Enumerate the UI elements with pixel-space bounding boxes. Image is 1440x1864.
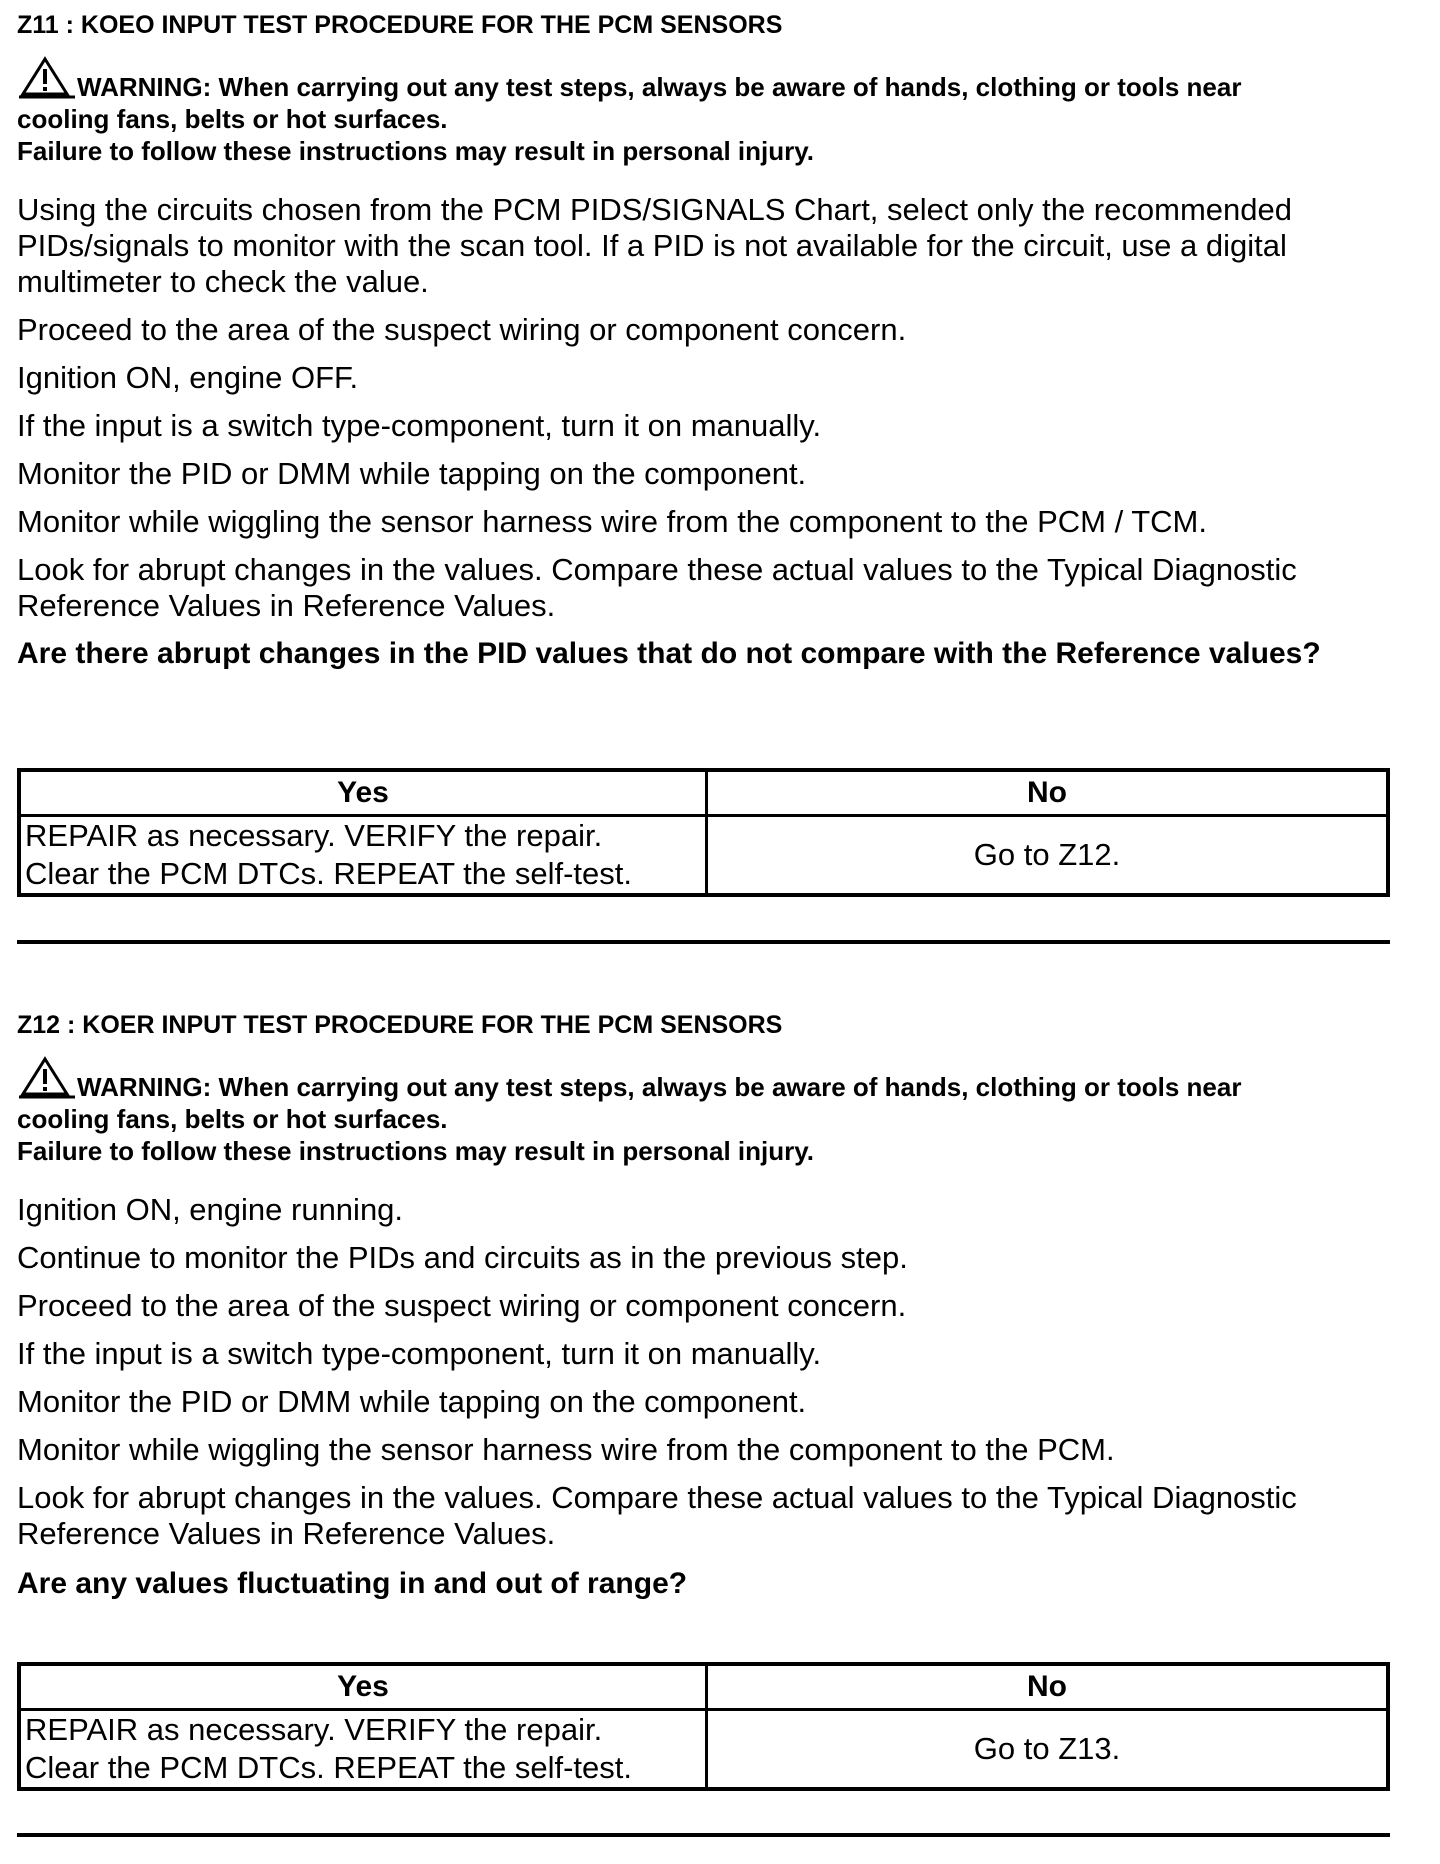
decision-question: Are there abrupt changes in the PID values that do not compare with the Reference values? [17,637,1321,670]
yes-action-line2: Clear the PCM DTCs. REPEAT the self-test. [25,1750,632,1785]
section-divider [17,940,1390,944]
warning-text-line2: cooling fans, belts or hot surfaces. [17,1104,448,1134]
warning-injury-note: Failure to follow these instructions may result in personal injury. [17,1136,814,1166]
yes-action-cell [19,1710,707,1790]
table-row [19,1710,1388,1790]
decision-table [17,768,1390,897]
step-title: Z11 : KOEO INPUT TEST PROCEDURE FOR THE PCM SENSORS [17,11,783,39]
warning-block [17,56,1427,167]
warning-text-line1: When carrying out any test steps, always be aware of hands, clothing or tools near [211,72,1242,102]
warning-text-line2: cooling fans, belts or hot surfaces. [17,104,448,134]
paragraph: Ignition ON, engine running. [17,1192,404,1227]
warning-injury-note: Failure to follow these instructions may result in personal injury. [17,136,814,166]
paragraph: Proceed to the area of the suspect wiring or component concern. [17,1288,907,1323]
yes-header: Yes [19,770,707,816]
paragraph: If the input is a switch type-component, turn it on manually. [17,1336,822,1371]
no-header: No [707,770,1389,816]
paragraph: Monitor the PID or DMM while tapping on the component. [17,1384,807,1419]
no-header: No [707,1664,1389,1710]
paragraph: Continue to monitor the PIDs and circuits as in the previous step. [17,1240,908,1275]
paragraph: Ignition ON, engine OFF. [17,360,359,395]
yes-action-cell [19,816,707,896]
yes-action-line2: Clear the PCM DTCs. REPEAT the self-test. [25,856,632,891]
step-title: Z12 : KOER INPUT TEST PROCEDURE FOR THE PCM SENSORS [17,1011,783,1039]
no-action-cell: Go to Z13. [707,1710,1389,1790]
table-header-row [19,1664,1388,1710]
yes-action-line1: REPAIR as necessary. VERIFY the repair. [25,818,603,853]
paragraph: Monitor while wiggling the sensor harness wire from the component to the PCM / TCM. [17,504,1207,539]
paragraph: Monitor while wiggling the sensor harness wire from the component to the PCM. [17,1432,1115,1467]
decision-question: Are any values fluctuating in and out of range? [17,1567,688,1600]
table-header-row [19,770,1388,816]
section-divider [17,1833,1390,1837]
no-action-cell: Go to Z12. [707,816,1389,896]
table-row [19,816,1388,896]
warning-block [17,1056,1427,1167]
warning-triangle-icon [17,1056,77,1100]
paragraph: Monitor the PID or DMM while tapping on the component. [17,456,807,491]
paragraph: If the input is a switch type-component, turn it on manually. [17,408,822,443]
yes-header: Yes [19,1664,707,1710]
warning-text-line1: When carrying out any test steps, always be aware of hands, clothing or tools near [211,1072,1242,1102]
paragraph: Look for abrupt changes in the values. Compare these actual values to the Typical Diagnostic Reference Values in Reference Values. [17,1480,1297,1551]
paragraph: Using the circuits chosen from the PCM PIDS/SIGNALS Chart, select only the recommended PIDs/signals to monitor with the scan tool. If a PID is not available for the circuit, use a digital multimeter to check the value. [17,192,1292,299]
warning-label: WARNING: [77,72,212,102]
warning-label: WARNING: [77,1072,212,1102]
paragraph: Look for abrupt changes in the values. Compare these actual values to the Typical Diagnostic Reference Values in Reference Values. [17,552,1297,623]
paragraph: Proceed to the area of the suspect wiring or component concern. [17,312,907,347]
warning-triangle-icon [17,56,77,100]
yes-action-line1: REPAIR as necessary. VERIFY the repair. [25,1712,603,1747]
decision-table [17,1662,1390,1791]
